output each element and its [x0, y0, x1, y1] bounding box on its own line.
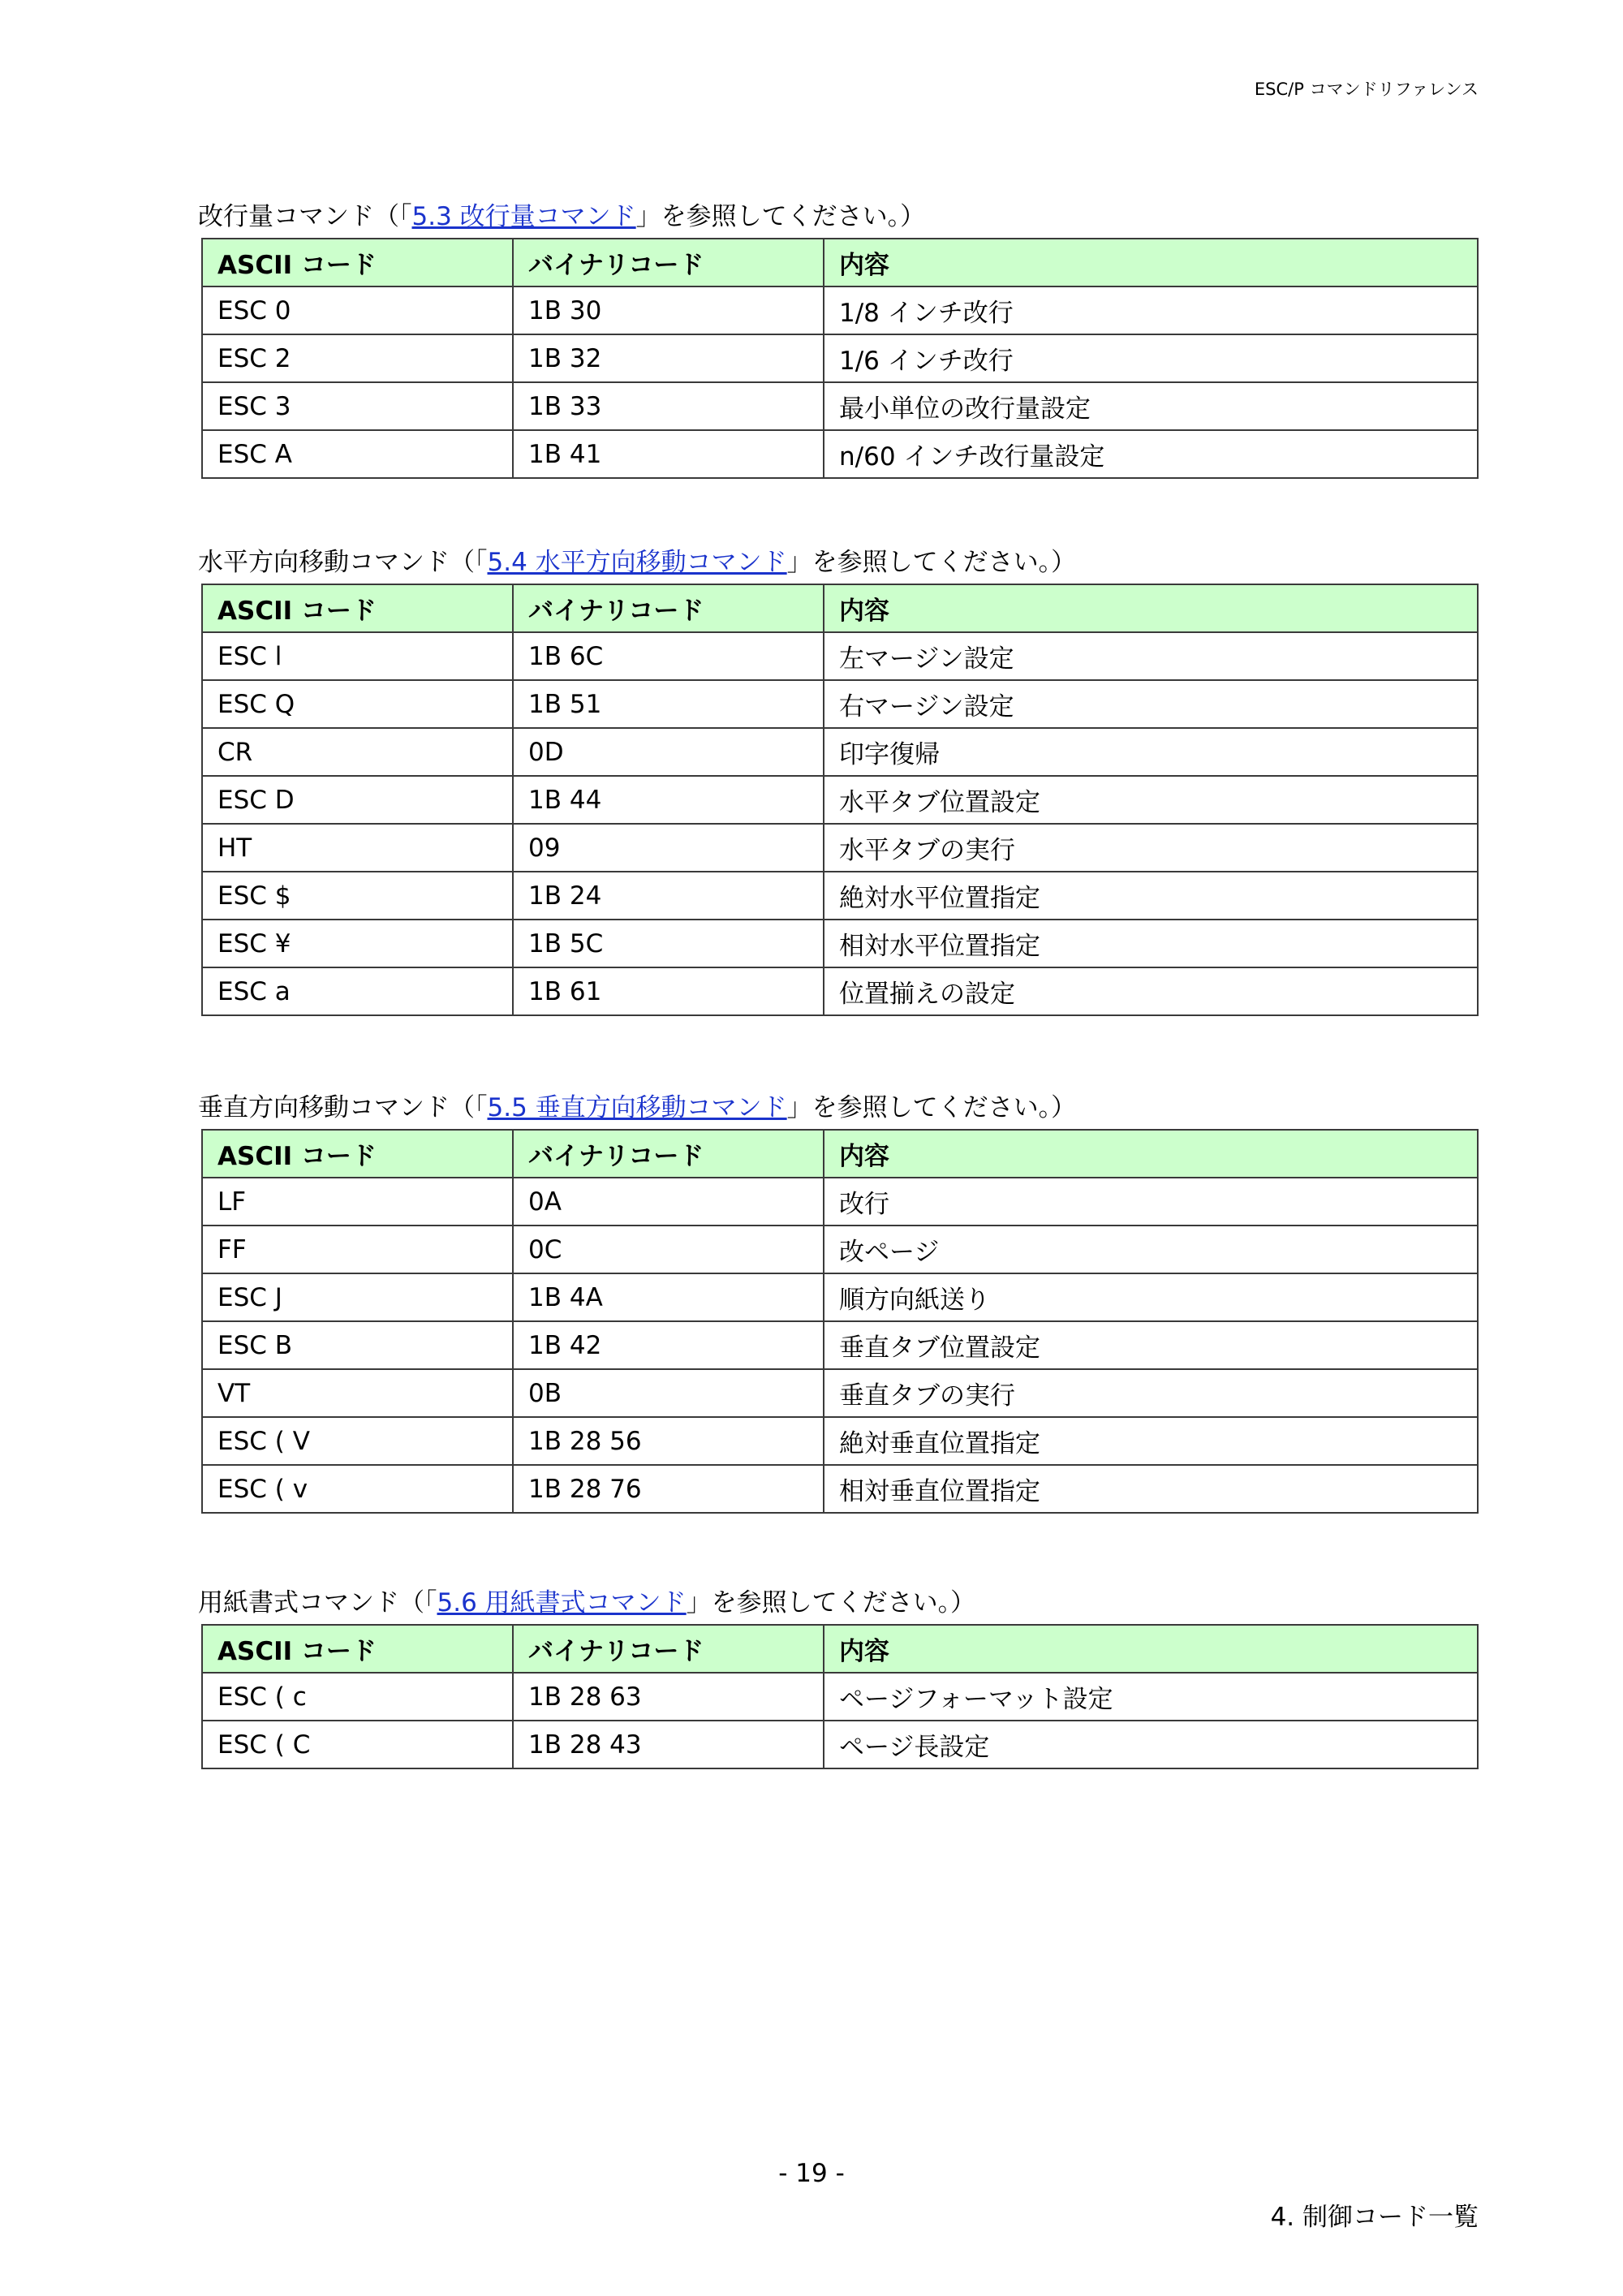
cell-ascii: VT [202, 1369, 513, 1417]
column-header-binary: バイナリコード [513, 1625, 824, 1673]
cell-content: 絶対垂直位置指定 [824, 1417, 1478, 1465]
section-line-feed [198, 196, 1477, 479]
cell-binary: 1B 28 76 [513, 1465, 824, 1513]
caption-suffix: 」を参照してください。） [786, 1093, 1077, 1122]
cell-ascii: ESC B [202, 1321, 513, 1369]
table-row [202, 430, 1478, 478]
cell-content: 順方向紙送り [824, 1273, 1478, 1321]
caption-suffix: 」を参照してください。） [786, 548, 1077, 577]
cell-ascii: ESC ( C [202, 1721, 513, 1768]
column-header-ascii: ASCII コード [202, 1130, 513, 1178]
table-header-row [202, 239, 1478, 286]
cell-ascii: FF [202, 1226, 513, 1273]
cell-ascii: ESC ( v [202, 1465, 513, 1513]
cell-content: 左マージン設定 [824, 632, 1478, 680]
table-row [202, 1321, 1478, 1369]
cell-ascii: ESC ¥ [202, 920, 513, 967]
cell-binary: 1B 24 [513, 872, 824, 920]
cell-content: 水平タブの実行 [824, 824, 1478, 872]
column-header-content: 内容 [824, 239, 1478, 286]
column-header-ascii: ASCII コード [202, 584, 513, 632]
cell-binary: 1B 28 56 [513, 1417, 824, 1465]
cell-binary: 1B 5C [513, 920, 824, 967]
table-row [202, 967, 1478, 1015]
table-row [202, 632, 1478, 680]
cell-binary: 0B [513, 1369, 824, 1417]
table-row [202, 776, 1478, 824]
cell-binary: 1B 33 [513, 382, 824, 430]
cell-content: 印字復帰 [824, 728, 1478, 776]
section-link-5-6[interactable]: 5.6 用紙書式コマンド [437, 1588, 687, 1618]
cell-ascii: ESC l [202, 632, 513, 680]
cell-ascii: ESC 2 [202, 334, 513, 382]
column-header-binary: バイナリコード [513, 239, 824, 286]
cell-ascii: ESC A [202, 430, 513, 478]
section-caption [198, 541, 1477, 584]
section-link-5-3[interactable]: 5.3 改行量コマンド [411, 202, 636, 231]
cell-binary: 1B 4A [513, 1273, 824, 1321]
table-row [202, 286, 1478, 334]
cell-binary: 1B 51 [513, 680, 824, 728]
cell-binary: 1B 32 [513, 334, 824, 382]
cell-ascii: ESC $ [202, 872, 513, 920]
cell-content: 右マージン設定 [824, 680, 1478, 728]
column-header-ascii: ASCII コード [202, 239, 513, 286]
section-horizontal-movement [198, 541, 1477, 1016]
cell-binary: 0C [513, 1226, 824, 1273]
section-link-5-4[interactable]: 5.4 水平方向移動コマンド [487, 548, 787, 577]
column-header-content: 内容 [824, 584, 1478, 632]
caption-text: 改行量コマンド（「 [198, 202, 412, 231]
cell-binary: 09 [513, 824, 824, 872]
cell-binary: 1B 6C [513, 632, 824, 680]
table-row [202, 1673, 1478, 1721]
table-row [202, 1465, 1478, 1513]
table-row [202, 1417, 1478, 1465]
cell-content: ページ長設定 [824, 1721, 1478, 1768]
cell-binary: 1B 28 43 [513, 1721, 824, 1768]
caption-text: 垂直方向移動コマンド（「 [198, 1093, 488, 1122]
table-row [202, 382, 1478, 430]
command-table [201, 584, 1479, 1016]
cell-content: 相対垂直位置指定 [824, 1465, 1478, 1513]
caption-suffix: 」を参照してください。） [686, 1588, 976, 1618]
section-caption [198, 1582, 1477, 1624]
column-header-content: 内容 [824, 1130, 1478, 1178]
cell-ascii: ESC 3 [202, 382, 513, 430]
cell-ascii: HT [202, 824, 513, 872]
cell-content: 最小単位の改行量設定 [824, 382, 1478, 430]
cell-binary: 1B 30 [513, 286, 824, 334]
cell-content: n/60 インチ改行量設定 [824, 430, 1478, 478]
running-header: ESC/P コマンドリファレンス [1254, 80, 1479, 99]
table-row [202, 680, 1478, 728]
table-row [202, 1721, 1478, 1768]
cell-ascii: ESC a [202, 967, 513, 1015]
caption-suffix: 」を参照してください。） [635, 202, 926, 231]
column-header-binary: バイナリコード [513, 1130, 824, 1178]
cell-binary: 1B 42 [513, 1321, 824, 1369]
table-header-row [202, 584, 1478, 632]
cell-content: 1/6 インチ改行 [824, 334, 1478, 382]
cell-content: 改ページ [824, 1226, 1478, 1273]
cell-ascii: ESC ( V [202, 1417, 513, 1465]
cell-binary: 1B 28 63 [513, 1673, 824, 1721]
section-caption [198, 196, 1477, 238]
cell-binary: 1B 61 [513, 967, 824, 1015]
chapter-footer: 4. 制御コード一覧 [1270, 2203, 1479, 2232]
column-header-binary: バイナリコード [513, 584, 824, 632]
table-row [202, 1226, 1478, 1273]
section-vertical-movement [198, 1087, 1477, 1514]
caption-text: 水平方向移動コマンド（「 [198, 548, 488, 577]
cell-content: 垂直タブの実行 [824, 1369, 1478, 1417]
section-paper-format [198, 1582, 1477, 1769]
table-row [202, 824, 1478, 872]
table-row [202, 1178, 1478, 1226]
section-link-5-5[interactable]: 5.5 垂直方向移動コマンド [487, 1093, 787, 1122]
section-caption [198, 1087, 1477, 1129]
table-header-row [202, 1130, 1478, 1178]
cell-ascii: ESC ( c [202, 1673, 513, 1721]
cell-ascii: LF [202, 1178, 513, 1226]
cell-ascii: ESC J [202, 1273, 513, 1321]
column-header-content: 内容 [824, 1625, 1478, 1673]
cell-binary: 1B 44 [513, 776, 824, 824]
cell-binary: 0D [513, 728, 824, 776]
column-header-ascii: ASCII コード [202, 1625, 513, 1673]
cell-binary: 1B 41 [513, 430, 824, 478]
table-row [202, 728, 1478, 776]
table-row [202, 1273, 1478, 1321]
cell-content: 垂直タブ位置設定 [824, 1321, 1478, 1369]
table-row [202, 1369, 1478, 1417]
cell-ascii: CR [202, 728, 513, 776]
cell-content: 絶対水平位置指定 [824, 872, 1478, 920]
cell-content: 1/8 インチ改行 [824, 286, 1478, 334]
table-row [202, 334, 1478, 382]
table-header-row [202, 1625, 1478, 1673]
command-table [201, 238, 1479, 479]
table-row [202, 920, 1478, 967]
command-table [201, 1624, 1479, 1769]
command-table [201, 1129, 1479, 1514]
cell-content: ページフォーマット設定 [824, 1673, 1478, 1721]
cell-ascii: ESC D [202, 776, 513, 824]
cell-content: 位置揃えの設定 [824, 967, 1478, 1015]
cell-ascii: ESC Q [202, 680, 513, 728]
cell-content: 水平タブ位置設定 [824, 776, 1478, 824]
cell-content: 改行 [824, 1178, 1478, 1226]
table-row [202, 872, 1478, 920]
cell-content: 相対水平位置指定 [824, 920, 1478, 967]
page-number: - 19 - [778, 2159, 845, 2188]
caption-text: 用紙書式コマンド（「 [198, 1588, 437, 1618]
cell-binary: 0A [513, 1178, 824, 1226]
cell-ascii: ESC 0 [202, 286, 513, 334]
